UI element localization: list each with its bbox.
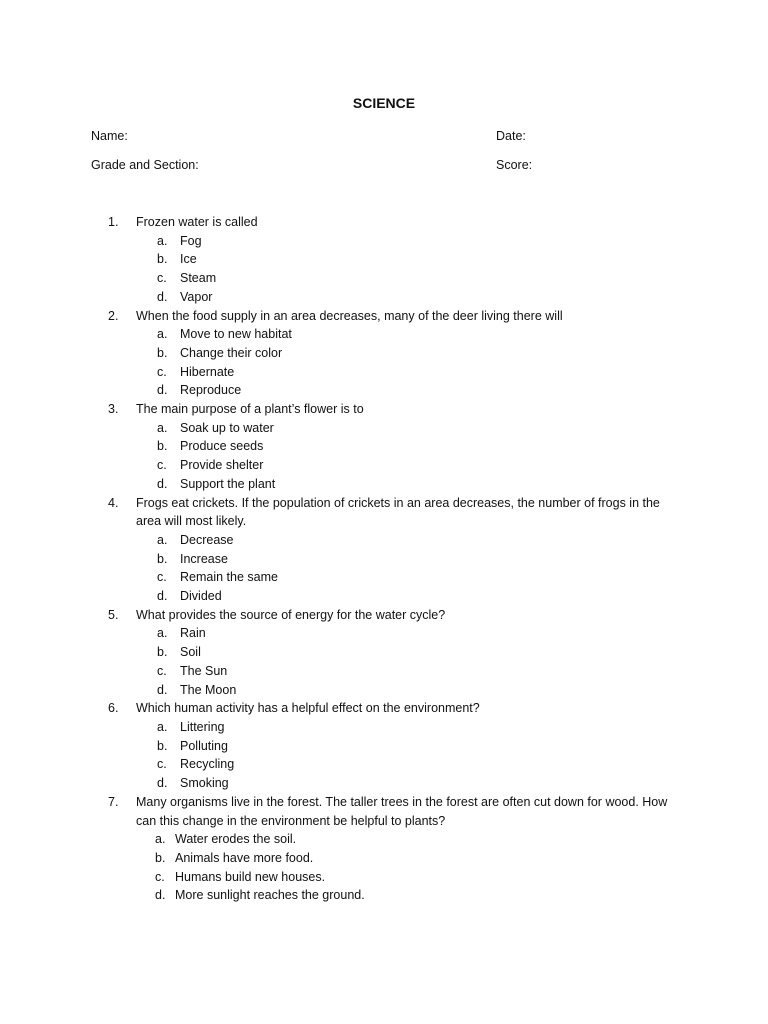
answer-option xyxy=(157,624,678,643)
date-label: Date: xyxy=(496,129,526,143)
answer-option xyxy=(157,419,678,438)
option-text: The Moon xyxy=(180,682,237,697)
option-letter: c. xyxy=(155,869,165,884)
question-text: When the food supply in an area decreases, many of the deer living there will xyxy=(136,308,563,323)
option-letter: a. xyxy=(157,719,168,734)
option-letter: d. xyxy=(155,888,166,903)
option-letter: c. xyxy=(157,458,167,473)
question-text: What provides the source of energy for the water cycle? xyxy=(136,607,446,622)
question-row xyxy=(108,307,678,326)
option-text: The Sun xyxy=(180,663,228,678)
question-item xyxy=(108,307,678,401)
option-letter: b. xyxy=(157,645,168,660)
question-item xyxy=(108,793,678,905)
option-letter: d. xyxy=(157,476,168,491)
option-letter: b. xyxy=(157,252,168,267)
answer-option xyxy=(157,437,678,456)
answer-option xyxy=(155,849,678,868)
answer-option xyxy=(157,344,678,363)
option-text: More sunlight reaches the ground. xyxy=(175,888,365,903)
option-list xyxy=(108,232,678,307)
answer-option xyxy=(155,830,678,849)
answer-option xyxy=(157,325,678,344)
option-letter: a. xyxy=(155,832,166,847)
question-row xyxy=(108,699,678,718)
option-text: Smoking xyxy=(180,776,229,791)
option-list xyxy=(108,624,678,699)
option-letter: b. xyxy=(157,345,168,360)
page-title: SCIENCE xyxy=(352,95,416,111)
option-letter: c. xyxy=(157,570,167,585)
option-text: Humans build new houses. xyxy=(175,869,326,884)
option-list xyxy=(108,531,678,606)
option-text: Fog xyxy=(180,233,202,248)
option-text: Divided xyxy=(180,589,222,604)
option-text: Ice xyxy=(180,252,197,267)
option-letter: b. xyxy=(155,850,166,865)
answer-option xyxy=(157,288,678,307)
option-text: Support the plant xyxy=(180,476,276,491)
question-row xyxy=(108,400,678,419)
option-letter: b. xyxy=(157,439,168,454)
option-text: Recycling xyxy=(180,757,235,772)
answer-option xyxy=(157,755,678,774)
option-text: Hibernate xyxy=(180,364,235,379)
answer-option xyxy=(157,381,678,400)
option-letter: c. xyxy=(157,271,167,286)
answer-option xyxy=(157,550,678,569)
option-letter: d. xyxy=(157,776,168,791)
answer-option xyxy=(157,718,678,737)
option-letter: a. xyxy=(157,626,168,641)
name-label: Name: xyxy=(91,129,128,143)
option-letter: d. xyxy=(157,589,168,604)
answer-option xyxy=(157,475,678,494)
question-row xyxy=(108,494,678,531)
option-list xyxy=(108,419,678,494)
option-text: Littering xyxy=(180,719,225,734)
question-number: 2. xyxy=(108,308,119,323)
option-list xyxy=(108,325,678,400)
answer-option xyxy=(157,737,678,756)
option-letter: d. xyxy=(157,682,168,697)
question-number: 5. xyxy=(108,607,119,622)
question-text: Frogs eat crickets. If the population of crickets in an area decreases, the number of frogs in the area will most likely. xyxy=(136,495,660,529)
question-row xyxy=(108,606,678,625)
answer-option xyxy=(157,587,678,606)
question-item xyxy=(108,699,678,793)
question-item xyxy=(108,213,678,307)
answer-option xyxy=(157,232,678,251)
answer-option xyxy=(157,643,678,662)
option-letter: d. xyxy=(157,383,168,398)
question-item xyxy=(108,606,678,700)
question-text: The main purpose of a plant’s flower is to xyxy=(136,402,364,417)
option-letter: b. xyxy=(157,551,168,566)
answer-option xyxy=(157,456,678,475)
option-letter: a. xyxy=(157,532,168,547)
answer-option xyxy=(157,363,678,382)
option-letter: a. xyxy=(157,327,168,342)
question-number: 7. xyxy=(108,794,119,809)
option-text: Reproduce xyxy=(180,383,242,398)
option-text: Water erodes the soil. xyxy=(175,832,297,847)
answer-option xyxy=(157,681,678,700)
option-text: Change their color xyxy=(180,345,283,360)
question-list xyxy=(108,213,678,905)
question-number: 3. xyxy=(108,402,119,417)
option-text: Decrease xyxy=(180,532,234,547)
option-text: Provide shelter xyxy=(180,458,264,473)
option-text: Steam xyxy=(180,271,217,286)
question-text: Many organisms live in the forest. The taller trees in the forest are often cut down for wood. How can this change in the environment be helpful to plants? xyxy=(136,794,668,828)
question-text: Which human activity has a helpful effect on the environment? xyxy=(136,701,480,716)
option-text: Animals have more food. xyxy=(175,850,314,865)
option-letter: b. xyxy=(157,738,168,753)
question-number: 6. xyxy=(108,701,119,716)
option-letter: c. xyxy=(157,757,167,772)
answer-option xyxy=(157,774,678,793)
question-item xyxy=(108,494,678,606)
option-text: Soak up to water xyxy=(180,420,274,435)
option-text: Produce seeds xyxy=(180,439,264,454)
option-text: Move to new habitat xyxy=(180,327,292,342)
answer-option xyxy=(155,886,678,905)
option-letter: a. xyxy=(157,233,168,248)
score-label: Score: xyxy=(496,158,533,172)
answer-option xyxy=(157,662,678,681)
option-text: Polluting xyxy=(180,738,228,753)
option-letter: a. xyxy=(157,420,168,435)
answer-option xyxy=(155,868,678,887)
answer-option xyxy=(157,269,678,288)
answer-option xyxy=(157,568,678,587)
option-text: Soil xyxy=(180,645,201,660)
grade-section-label: Grade and Section: xyxy=(91,158,199,172)
option-text: Remain the same xyxy=(180,570,278,585)
option-list xyxy=(108,718,678,793)
option-letter: d. xyxy=(157,289,168,304)
option-text: Vapor xyxy=(180,289,213,304)
answer-option xyxy=(157,531,678,550)
option-letter: c. xyxy=(157,663,167,678)
question-text: Frozen water is called xyxy=(136,215,258,229)
question-item xyxy=(108,400,678,494)
option-text: Increase xyxy=(180,551,228,566)
question-number: 4. xyxy=(108,495,119,510)
option-list xyxy=(108,830,678,905)
question-number: 1. xyxy=(108,215,119,229)
option-letter: c. xyxy=(157,364,167,379)
question-row xyxy=(108,793,678,830)
question-row xyxy=(108,213,678,232)
option-text: Rain xyxy=(180,626,206,641)
answer-option xyxy=(157,250,678,269)
